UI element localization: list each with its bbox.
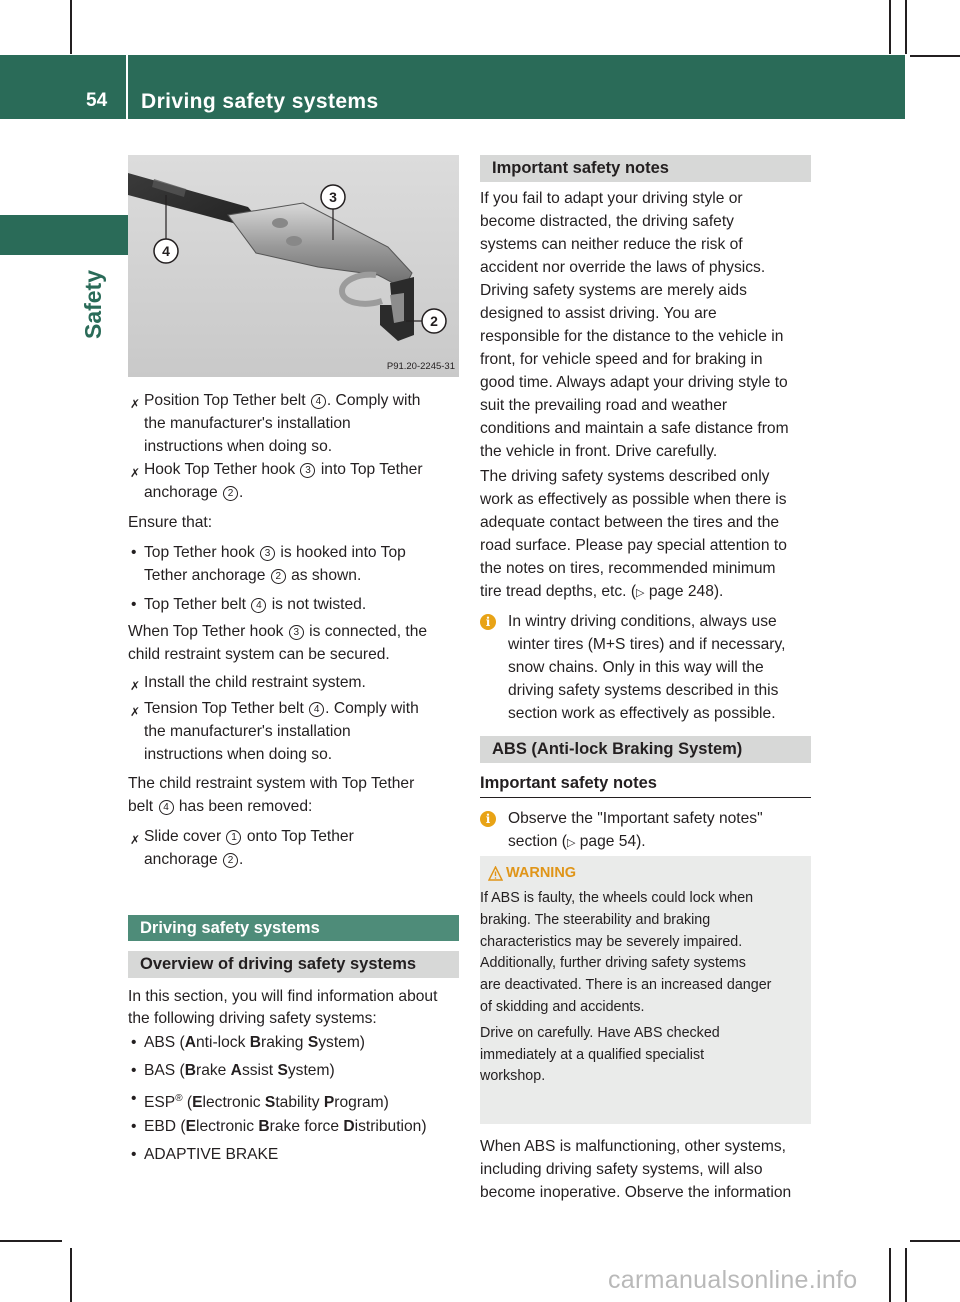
system-adaptive-brake: ADAPTIVE BRAKE bbox=[144, 1146, 279, 1163]
system-esp: ESP® (Electronic Stability Program) bbox=[144, 1093, 389, 1112]
text-line: road surface. Please pay special attention to bbox=[480, 537, 787, 554]
text-line: Observe the "Important safety notes" bbox=[508, 810, 763, 827]
text-line: become distracted, the driving safety bbox=[480, 213, 734, 230]
section-bar-abs: ABS (Anti-lock Braking System) bbox=[480, 736, 811, 763]
crop-mark bbox=[0, 1240, 62, 1242]
system-abs: ABS (Anti-lock Braking System) bbox=[144, 1034, 365, 1051]
ensure-hooked: Top Tether hook 3 is hooked into Top bbox=[144, 544, 406, 561]
page-ref-arrow-icon: ▷ bbox=[566, 837, 576, 849]
text-line: instructions when doing so. bbox=[144, 746, 333, 763]
warning-text: If ABS is faulty, the wheels could lock when braking. The steerability and braking characteristics may be severely impaired. Additionally, further driving safety systems are deactivated. There is an increased danger of skidding and accidents. Drive on carefully. Have ABS checked immediately at a qualified specialist workshop. bbox=[480, 890, 772, 1085]
section-label-text: Safety bbox=[80, 269, 107, 340]
figure-code: P91.20-2245-31 bbox=[386, 361, 455, 372]
section-bar-driving-safety: Driving safety systems bbox=[128, 915, 459, 941]
text-line: anchorage 2 . bbox=[144, 484, 244, 501]
subhead-rule bbox=[480, 797, 811, 798]
crop-mark bbox=[905, 1248, 907, 1302]
crop-mark bbox=[910, 55, 960, 57]
page-number: 54 bbox=[86, 90, 108, 111]
step-tension: Tension Top Tether belt 4 . Comply with bbox=[144, 700, 419, 717]
text-line: winter tires (M+S tires) and if necessary, bbox=[508, 636, 786, 653]
text-line: designed to assist driving. You are bbox=[480, 305, 717, 322]
warning-title: WARNING bbox=[506, 865, 577, 881]
text-line: conditions and maintain a safe distance from bbox=[480, 420, 789, 437]
ensure-label: Ensure that: bbox=[128, 514, 213, 531]
section-label bbox=[80, 265, 114, 345]
step-marker: ✗ bbox=[130, 466, 141, 480]
info-icon: i bbox=[480, 614, 496, 630]
section-bar-important-notes: Important safety notes bbox=[480, 155, 811, 182]
text-line: front, for vehicle speed and for braking in bbox=[480, 351, 763, 368]
step-marker: ✗ bbox=[130, 833, 141, 847]
callout-2: 2 bbox=[430, 313, 438, 329]
text-line: instructions when doing so. bbox=[144, 438, 333, 455]
top-tether-figure bbox=[128, 155, 459, 377]
text-line: driving safety systems described in this bbox=[508, 682, 779, 699]
text-line: anchorage 2 . bbox=[144, 851, 244, 868]
text-line: the following driving safety systems: bbox=[128, 1010, 377, 1027]
text-line: accident nor override the laws of physics. bbox=[480, 259, 766, 276]
text-line: including driving safety systems, will also bbox=[480, 1161, 763, 1178]
text-line: In wintry driving conditions, always use bbox=[508, 613, 777, 630]
callout-3: 3 bbox=[329, 189, 337, 205]
text-line: adequate contact between the tires and the bbox=[480, 514, 780, 531]
info-icon: i bbox=[480, 811, 496, 827]
bullet-dot: • bbox=[131, 1090, 137, 1107]
page-ref-arrow-icon: ▷ bbox=[636, 587, 645, 599]
warning-triangle-icon bbox=[488, 866, 503, 881]
section-bar-overview: Overview of driving safety systems bbox=[128, 951, 459, 978]
text-line: suit the prevailing road and weather bbox=[480, 397, 728, 414]
watermark: carmanualsonline.info bbox=[608, 1266, 858, 1294]
bullet-dot: • bbox=[131, 1034, 137, 1051]
text-line: When ABS is malfunctioning, other systems, bbox=[480, 1138, 786, 1155]
text-line: child restraint system can be secured. bbox=[128, 646, 390, 663]
text-line: systems can neither reduce the risk of bbox=[480, 236, 743, 253]
callout-4: 4 bbox=[162, 243, 170, 259]
bullet-dot: • bbox=[131, 596, 137, 613]
crop-mark bbox=[889, 0, 891, 54]
removed-line: belt 4 has been removed: bbox=[128, 798, 313, 815]
step-install: Install the child restraint system. bbox=[144, 674, 366, 691]
warning-box bbox=[480, 856, 811, 1124]
crop-mark bbox=[910, 1240, 960, 1242]
text-line: work as effectively as possible when there is bbox=[480, 491, 787, 508]
text-line: the manufacturer's installation bbox=[144, 415, 351, 432]
system-ebd: EBD (Electronic Brake force Distribution) bbox=[144, 1118, 427, 1135]
bullet-dot: • bbox=[131, 544, 137, 561]
text-line: good time. Always adapt your driving style to bbox=[480, 374, 788, 391]
step-hook: Hook Top Tether hook 3 into Top Tether bbox=[144, 461, 423, 478]
text-line: responsible for the distance to the vehicle in bbox=[480, 328, 784, 345]
text-line: The driving safety systems described only bbox=[480, 468, 770, 485]
ensure-not-twisted: Top Tether belt 4 is not twisted. bbox=[144, 596, 367, 613]
bullet-dot: • bbox=[131, 1146, 137, 1163]
when-connected: When Top Tether hook 3 is connected, the bbox=[128, 623, 428, 640]
text-line: snow chains. Only in this way will the bbox=[508, 659, 764, 676]
step-marker: ✗ bbox=[130, 397, 141, 411]
page-ref-line: section (▷ page 54). bbox=[508, 833, 646, 850]
system-bas: BAS (Brake Assist System) bbox=[144, 1062, 335, 1079]
crop-mark bbox=[70, 0, 72, 54]
text-line: The child restraint system with Top Tether bbox=[128, 775, 415, 792]
top-tether-illustration bbox=[128, 155, 459, 377]
text-line: In this section, you will find information about bbox=[128, 988, 438, 1005]
header-separator bbox=[126, 55, 128, 119]
subhead-important-notes: Important safety notes bbox=[480, 774, 657, 792]
crop-mark bbox=[70, 1248, 72, 1302]
crop-mark bbox=[905, 0, 907, 54]
crop-mark bbox=[889, 1248, 891, 1302]
bullet-dot: • bbox=[131, 1062, 137, 1079]
bullet-dot: • bbox=[131, 1118, 137, 1135]
step-position-belt: Position Top Tether belt 4 . Comply with bbox=[144, 392, 421, 409]
page-title: Driving safety systems bbox=[141, 90, 379, 113]
text-line: If you fail to adapt your driving style or bbox=[480, 190, 743, 207]
step-slide-cover: Slide cover 1 onto Top Tether bbox=[144, 828, 354, 845]
step-marker: ✗ bbox=[130, 679, 141, 693]
text-line: Tether anchorage 2 as shown. bbox=[144, 567, 362, 584]
page-ref-line: tire tread depths, etc. (▷ page 248). bbox=[480, 583, 724, 600]
section-tab bbox=[0, 215, 140, 255]
header-band bbox=[0, 55, 905, 119]
text-line: become inoperative. Observe the information bbox=[480, 1184, 792, 1201]
text-line: the vehicle in front. Drive carefully. bbox=[480, 443, 718, 460]
text-line: section work as effectively as possible. bbox=[508, 705, 776, 722]
text-line: the notes on tires, recommended minimum bbox=[480, 560, 776, 577]
text-line: the manufacturer's installation bbox=[144, 723, 351, 740]
text-line: Driving safety systems are merely aids bbox=[480, 282, 747, 299]
step-marker: ✗ bbox=[130, 705, 141, 719]
